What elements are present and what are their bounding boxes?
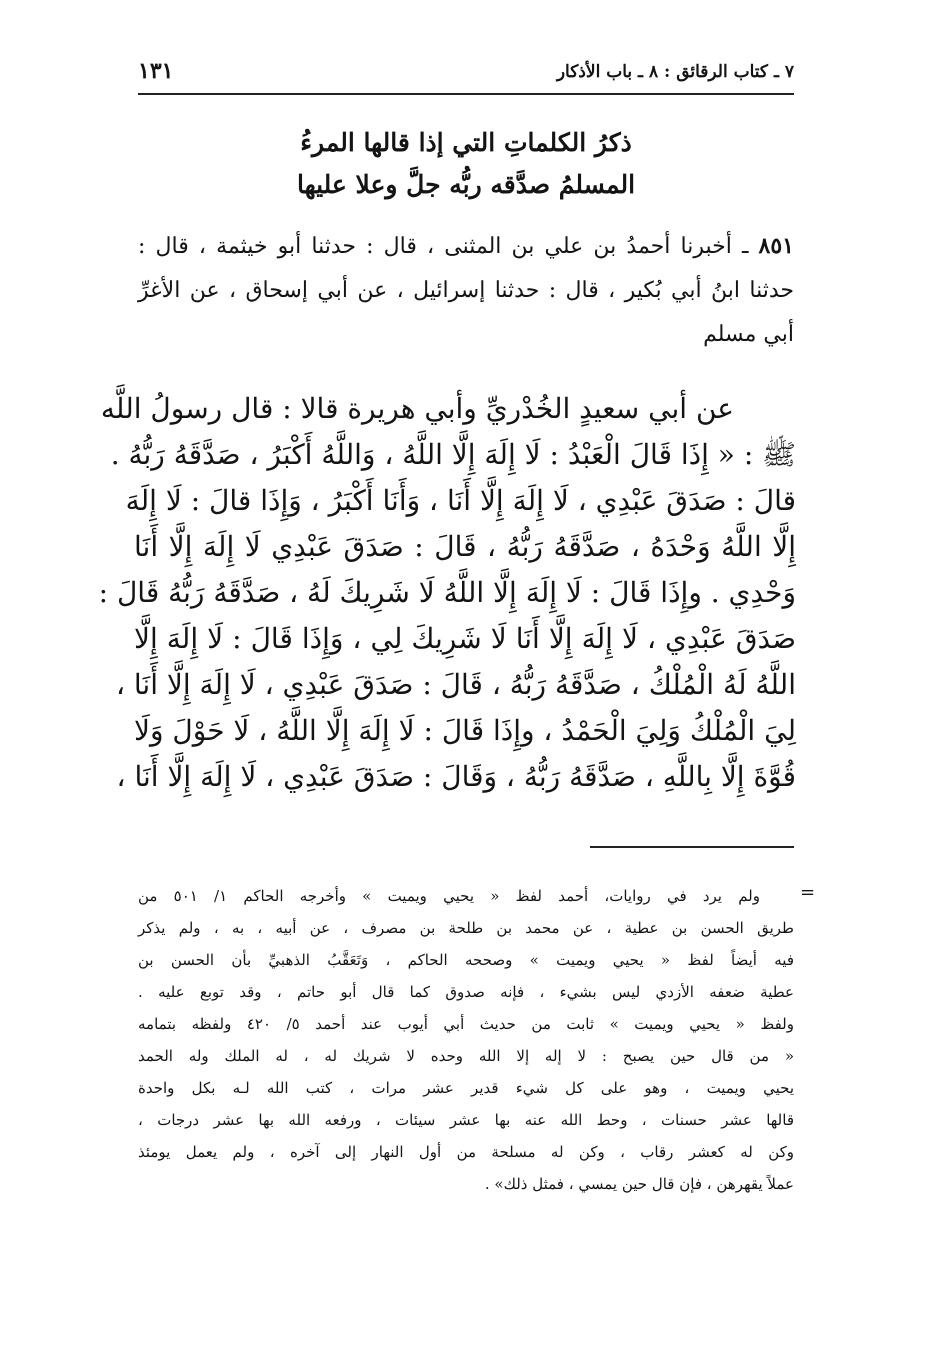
footnote-continuation-marker: = bbox=[800, 882, 816, 903]
isnad-paragraph bbox=[138, 224, 794, 357]
text-line: صَدَقَ عَبْدِي ، لَا إِلَهَ إِلَّا أَنَا لَا شَرِيكَ لِي ، وَإِذَا قَالَ : لَا إِلَهَ إِلَّا bbox=[134, 622, 796, 655]
footnote-line: قالها عشر حسنات ، وحط الله عنه بها عشر سيئات ، ورفعه الله بها عشر درجات ، bbox=[138, 1111, 794, 1129]
heading-line: ذكرُ الكلماتِ التي إذا قالها المرءُ bbox=[300, 128, 632, 157]
text-line: ﷺ : « إِذَا قَالَ الْعَبْدُ : لَا إِلَهَ إِلَّا اللَّهُ ، وَاللَّهُ أَكْبَرُ ، صَدَّقَهُ رَبُّهُ . bbox=[110, 438, 796, 471]
footnote-line: ولفظ « يحيي ويميت » ثابت من حديث أبي أيوب عند أحمد ٥/ ٤٢٠ ولفظه بتمامه bbox=[138, 1015, 794, 1033]
footnote-line: ولم يرد في روايات، أحمد لفظ « يحيي ويميت » وأخرجه الحاكم ١/ ٥٠١ من bbox=[138, 887, 760, 905]
footnote-line: « من قال حين يصبح : لا إله إلا الله وحده لا شريك له ، له الملك وله الحمد bbox=[138, 1047, 794, 1065]
footnote-line: فيه أيضاً لفظ « يحيي ويميت » وصححه الحاكم ، وَتَعَقَّبُ الذهبيِّ بأن الحسن بن bbox=[138, 951, 794, 969]
text-line: اللَّهُ لَهُ الْمُلْكُ ، صَدَّقَهُ رَبُّهُ ، قَالَ : صَدَقَ عَبْدِي ، لَا إِلَهَ إِلَّا أَنَا ، bbox=[115, 668, 796, 701]
text-line: لِيَ الْمُلْكُ وَلِيَ الْحَمْدُ ، وإِذَا قَالَ : لَا إِلَهَ إِلَّا اللَّهُ ، لَا حَوْلَ وَلَا bbox=[134, 714, 796, 747]
running-header bbox=[138, 58, 794, 90]
footnote-line: عملاً يقهرهن ، فإن قال حين يمسي ، فمثل ذلك» . bbox=[484, 1175, 794, 1193]
page-number: ١٣١ bbox=[138, 58, 174, 84]
footnote-line: طريق الحسن بن عطية ، عن محمد بن طلحة بن مصرف ، عن أبيه ، به ، ولم يذكر bbox=[138, 919, 794, 937]
footnote-rule bbox=[590, 846, 794, 848]
chapter-title: ٧ ـ كتاب الرقائق : ٨ ـ باب الأذكار bbox=[556, 62, 794, 82]
header-rule bbox=[138, 93, 794, 95]
footnote-line: يحيي ويميت ، وهو على كل شيء قدير عشر مرات ، كتب الله لـه بكل واحدة bbox=[138, 1079, 794, 1097]
text-line: إِلَّا اللَّهُ وَحْدَهُ ، صَدَّقَهُ رَبُّهُ ، قَالَ : صَدَقَ عَبْدِي لَا إِلَهَ إِلَّا أَنَا bbox=[134, 530, 796, 563]
hadith-number: ٨٥١ bbox=[758, 233, 794, 259]
section-heading bbox=[138, 122, 794, 206]
hadith-text bbox=[98, 386, 796, 800]
footnote-line: وكن له كعشر رقاب ، وكن له مسلحة من أول النهار إلى آخره ، ولم يعمل يومئذ bbox=[138, 1143, 794, 1161]
heading-line: المسلمُ صدَّقه ربُّه جلَّ وعلا عليها bbox=[296, 170, 636, 199]
isnad-text: ـ أخبرنا أحمدُ بن علي بن المثنى ، قال : حدثنا أبو خيثمة ، قال : حدثنا ابنُ أبي بُكير ، قال : حدثنا إسرائيل ، عن أبي إسحاق ، عن الأغرِّ أبي مسلم bbox=[138, 234, 794, 347]
footnote bbox=[138, 880, 794, 1200]
text-line: وَحْدِي . وإِذَا قَالَ : لَا إِلَهَ إِلَّا اللَّهُ لَا شَرِيكَ لَهُ ، صَدَّقَهُ رَبُّهُ قَالَ : bbox=[98, 576, 796, 609]
footnote-line: عطية ضعفه الأزدي ليس بشيء ، فإنه صدوق كما قال أبو حاتم ، وقد توبع عليه . bbox=[138, 983, 794, 1001]
text-line: عن أبي سعيدٍ الخُدْريِّ وأبي هريرة قالا : قال رسولُ اللَّه bbox=[100, 392, 734, 425]
text-line: قُوَّةَ إِلَّا بِاللَّهِ ، صَدَّقَهُ رَبُّهُ ، وَقَالَ : صَدَقَ عَبْدِي ، لَا إِلَهَ إِلَّا أَنَا ، bbox=[116, 760, 796, 793]
text-line: قالَ : صَدَقَ عَبْدِي ، لَا إِلَهَ إِلَّا أَنَا ، وَأَنَا أَكْبَرُ ، وَإِذَا قالَ : لَا إِلَهَ bbox=[125, 484, 796, 517]
